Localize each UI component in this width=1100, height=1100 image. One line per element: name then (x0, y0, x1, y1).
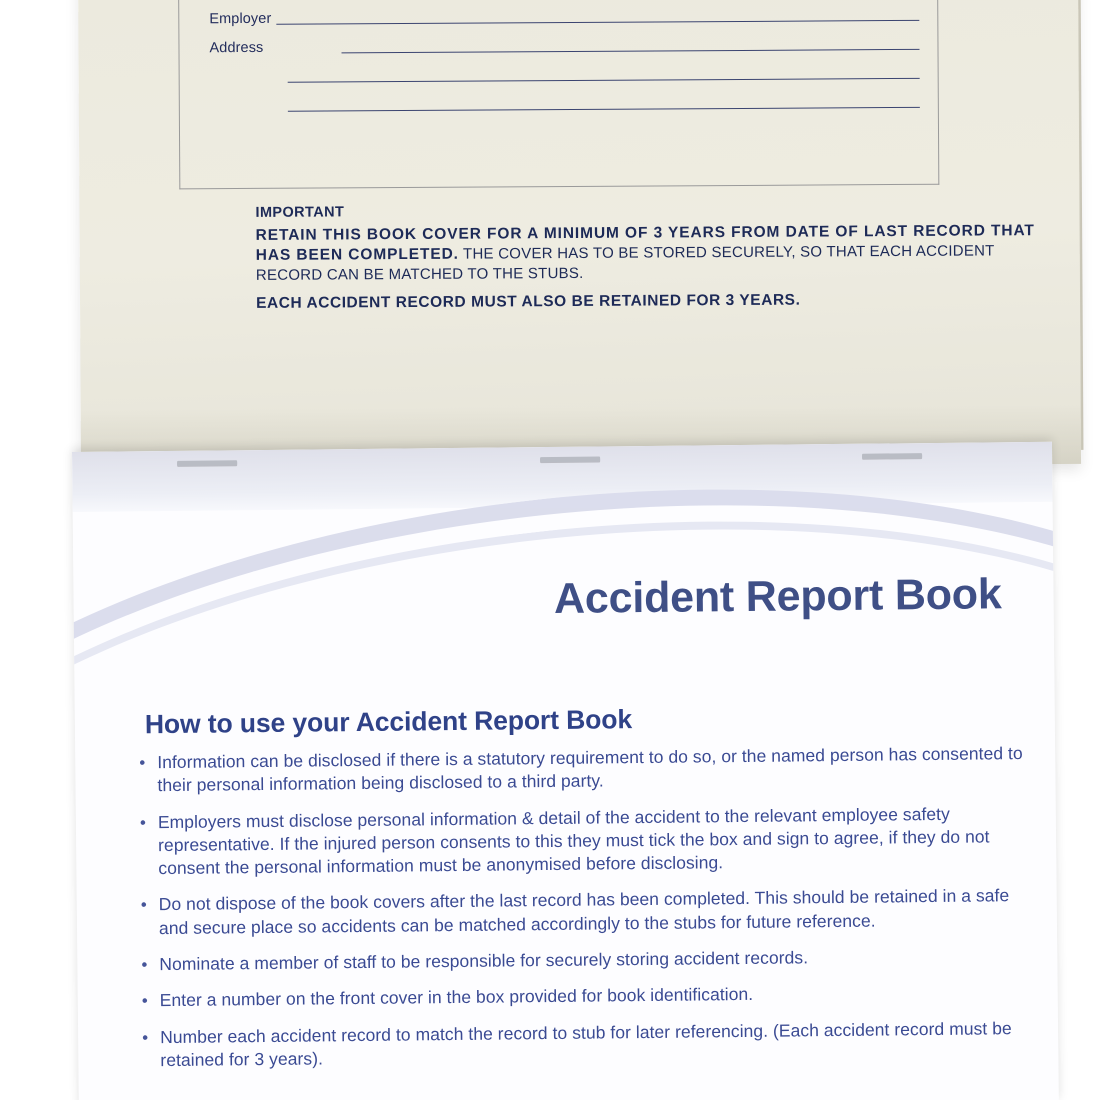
list-item (129, 944, 1039, 977)
staple-icon (540, 456, 600, 462)
field-label-address: Address (209, 39, 264, 57)
section-heading: How to use your Accident Report Book (144, 704, 633, 740)
bullet-icon: • (142, 1028, 149, 1048)
important-notice (255, 200, 1046, 313)
list-item (130, 1017, 1040, 1073)
field-row-address-2 (180, 53, 938, 87)
list-item (130, 980, 1040, 1013)
list-item (127, 742, 1037, 798)
list-item-text: Enter a number on the front cover in the box provided for book identification. (159, 984, 754, 1011)
staple-icon (177, 460, 237, 466)
accident-book-cover-page (78, 0, 1081, 470)
staple-icon (862, 453, 922, 459)
important-regular-text: THE COVER HAS TO BE STORED SECURELY, SO THAT EACH ACCIDENT RECORD CAN BE MATCHED TO THE STUBS. (255, 242, 995, 284)
important-paragraph (256, 221, 1046, 285)
important-strong-text: RETAIN THIS BOOK COVER FOR A MINIMUM OF 3 YEARS FROM DATE OF LAST RECORD THAT HAS BEEN COMPLETED. (255, 222, 1035, 264)
bullet-icon: • (139, 812, 146, 832)
list-item-text: Employers must disclose personal information & detail of the accident to the relevant employee safety representative. If the injured person consents to this they must tick the box and sign to agree, if they do not consent the personal information must be anonymised before disclosing. (157, 803, 990, 879)
accident-report-book-page (72, 442, 1059, 1100)
field-label-employer: Employer (209, 10, 272, 28)
field-row-address (179, 24, 937, 58)
list-item-text: Information can be disclosed if there is a statutory requirement to do so, or the named person has consented to their personal information being disclosed to a third party. (157, 743, 1023, 796)
bullet-icon: • (140, 895, 147, 915)
field-line-address-3 (288, 106, 920, 112)
list-item-text: Number each accident record to match the record to stub for later referencing. (Each accident record must be retained for 3 years). (160, 1018, 1012, 1071)
bullet-icon: • (141, 955, 148, 975)
list-item-text: Nominate a member of staff to be responsible for securely storing accident records. (159, 947, 809, 974)
book-title: Accident Report Book (553, 570, 1002, 623)
list-item (129, 884, 1039, 940)
bullet-icon: • (139, 753, 146, 773)
important-retention-text: EACH ACCIDENT RECORD MUST ALSO BE RETAINED FOR 3 YEARS. (255, 292, 801, 313)
responsible-person-details-box (178, 0, 940, 189)
instructions-list (127, 742, 1040, 1086)
field-row-address-3 (180, 82, 938, 116)
bullet-icon: • (141, 991, 148, 1011)
list-item-text: Do not dispose of the book covers after the last record has been completed. This should be retained in a safe and secure place so accidents can be matched accordingly to the stubs for future reference. (158, 885, 1010, 938)
important-heading: IMPORTANT (255, 204, 345, 221)
list-item (128, 801, 1039, 880)
